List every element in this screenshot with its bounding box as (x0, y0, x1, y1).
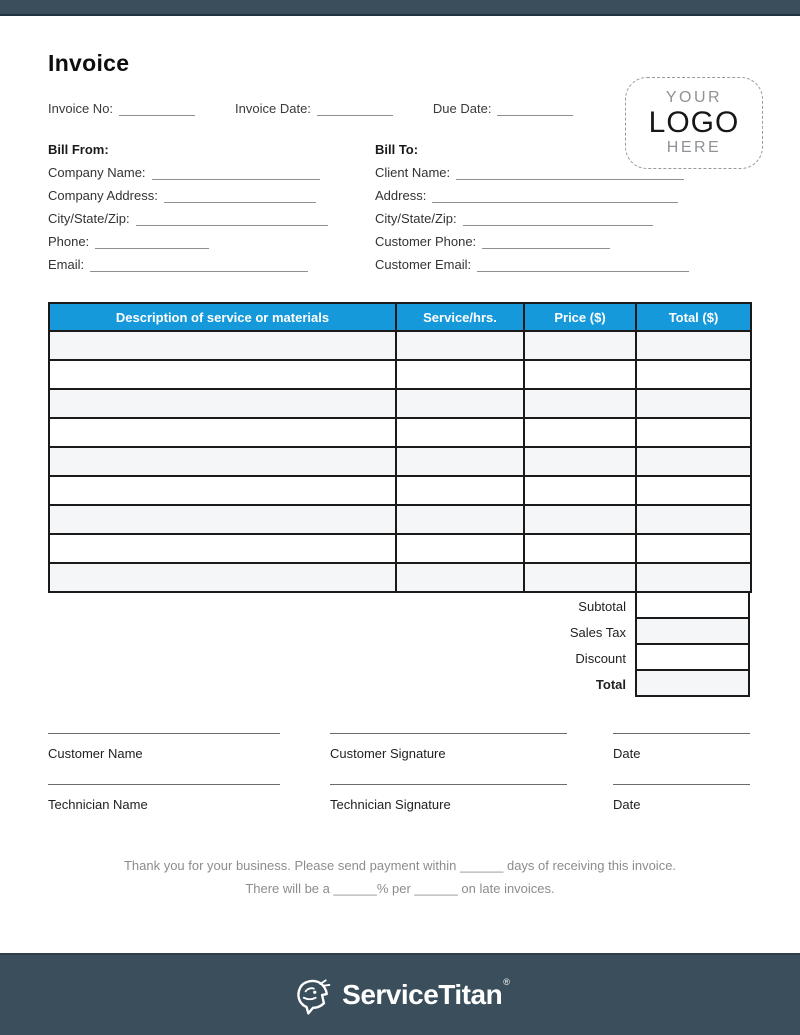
line-item-cell (636, 534, 751, 563)
email-label: Email: (48, 257, 85, 272)
line-item-cell (636, 505, 751, 534)
servicetitan-wordmark: ServiceTitan (342, 979, 503, 1010)
line-item-row (49, 360, 751, 389)
service-hrs-column-header: Service/hrs. (396, 303, 524, 331)
due-date-field (433, 101, 574, 116)
registered-trademark-symbol: ® (503, 977, 510, 987)
address-blank-line (432, 190, 678, 203)
line-item-cell (524, 563, 636, 592)
customer-phone-field (375, 235, 752, 249)
line-item-cell (396, 534, 524, 563)
line-item-cell (524, 476, 636, 505)
technician-signature-block (330, 784, 567, 812)
servicetitan-titan-head-icon (290, 973, 334, 1017)
email-blank-line (90, 259, 308, 272)
discount-value-box (635, 643, 750, 671)
logo-placeholder-line1: YOUR (665, 89, 723, 107)
bill-from-citystatezip-blank-line (136, 213, 328, 226)
total-row (48, 671, 750, 697)
company-address-label: Company Address: (48, 188, 158, 203)
invoice-no-blank-line (119, 103, 195, 116)
line-item-cell (524, 447, 636, 476)
line-item-cell (636, 476, 751, 505)
line-item-cell (636, 360, 751, 389)
bill-to-heading: Bill To: (375, 142, 419, 157)
customer-signature-block (330, 733, 567, 761)
technician-name-caption: Technician Name (48, 797, 148, 812)
line-items-table (48, 302, 752, 593)
line-item-cell (396, 418, 524, 447)
customer-date-block (613, 733, 750, 761)
line-item-row (49, 505, 751, 534)
address-field (375, 189, 752, 203)
late-fee-line: There will be a ______% per ______ on late invoices. (245, 881, 555, 896)
bill-from-citystatezip-field (48, 212, 375, 226)
invoice-no-field (48, 101, 195, 116)
customer-date-caption: Date (613, 746, 641, 761)
invoice-date-blank-line (317, 103, 393, 116)
line-item-cell (636, 331, 751, 360)
bill-to-citystatezip-label: City/State/Zip: (375, 211, 457, 226)
line-item-cell (396, 563, 524, 592)
line-item-cell (49, 360, 396, 389)
signature-row-customer (48, 733, 752, 761)
company-name-blank-line (152, 167, 320, 180)
line-item-cell (49, 505, 396, 534)
servicetitan-logo (290, 973, 510, 1017)
due-date-label: Due Date: (432, 101, 492, 116)
due-date-blank-line (497, 103, 573, 116)
line-item-cell (49, 534, 396, 563)
page-content (0, 50, 800, 900)
line-item-cell (49, 447, 396, 476)
line-item-cell (396, 331, 524, 360)
technician-date-line (613, 784, 750, 785)
discount-row (48, 645, 750, 671)
customer-name-line (48, 733, 280, 734)
bill-from-section (48, 142, 375, 272)
technician-name-line (48, 784, 280, 785)
total-column-header: Total ($) (636, 303, 751, 331)
customer-name-caption: Customer Name (48, 746, 143, 761)
discount-label: Discount (575, 650, 626, 666)
customer-signature-caption: Customer Signature (330, 746, 446, 761)
technician-signature-line (330, 784, 567, 785)
company-name-field (48, 166, 375, 180)
line-item-cell (49, 476, 396, 505)
sales-tax-row (48, 619, 750, 645)
technician-date-caption: Date (613, 797, 641, 812)
technician-signature-caption: Technician Signature (330, 797, 451, 812)
invoice-date-field (235, 101, 393, 116)
line-item-cell (396, 476, 524, 505)
bill-to-citystatezip-field (375, 212, 752, 226)
line-item-cell (636, 389, 751, 418)
line-item-cell (49, 563, 396, 592)
line-item-row (49, 418, 751, 447)
customer-email-blank-line (477, 259, 689, 272)
invoice-date-label: Invoice Date: (235, 101, 311, 116)
customer-phone-blank-line (482, 236, 610, 249)
subtotal-row (48, 593, 750, 619)
line-item-cell (49, 331, 396, 360)
line-item-cell (636, 447, 751, 476)
line-item-cell (636, 418, 751, 447)
page-title: Invoice (48, 50, 130, 76)
line-item-cell (396, 505, 524, 534)
line-item-cell (524, 418, 636, 447)
logo-placeholder-line2: LOGO (648, 106, 740, 140)
phone-label: Phone: (48, 234, 90, 249)
customer-email-field (375, 258, 752, 272)
customer-email-label: Customer Email: (375, 257, 472, 272)
customer-signature-line (330, 733, 567, 734)
payment-terms-line: Thank you for your business. Please send payment within ______ days of receiving this invoice. (123, 858, 677, 873)
line-item-row (49, 563, 751, 592)
address-label: Address: (375, 188, 427, 203)
total-value-box (635, 669, 750, 697)
line-item-cell (396, 389, 524, 418)
logo-placeholder-line3: HERE (666, 138, 722, 156)
line-item-row (49, 447, 751, 476)
company-address-field (48, 189, 375, 203)
line-item-cell (524, 331, 636, 360)
phone-field (48, 235, 375, 249)
line-item-row (49, 389, 751, 418)
line-item-row (49, 534, 751, 563)
line-item-row (49, 476, 751, 505)
sales-tax-label: Sales Tax (569, 624, 626, 640)
customer-date-line (613, 733, 750, 734)
company-name-label: Company Name: (48, 165, 146, 180)
totals-section (48, 593, 750, 697)
customer-name-signature-block (48, 733, 280, 761)
technician-date-block (613, 784, 750, 812)
top-accent-bar (0, 0, 800, 16)
invoice-no-label: Invoice No: (48, 101, 114, 116)
line-item-cell (49, 389, 396, 418)
line-item-cell (524, 389, 636, 418)
subtotal-value-box (635, 591, 750, 619)
bill-from-heading: Bill From: (48, 142, 109, 157)
line-items-body (49, 331, 751, 592)
description-column-header: Description of service or materials (49, 303, 396, 331)
company-address-blank-line (164, 190, 316, 203)
line-item-row (49, 331, 751, 360)
line-item-cell (396, 360, 524, 389)
bill-to-citystatezip-blank-line (463, 213, 653, 226)
client-name-label: Client Name: (375, 165, 451, 180)
signature-row-technician (48, 784, 752, 812)
line-item-cell (524, 360, 636, 389)
phone-blank-line (95, 236, 209, 249)
technician-name-signature-block (48, 784, 280, 812)
sales-tax-value-box (635, 617, 750, 645)
line-item-cell (524, 534, 636, 563)
price-column-header: Price ($) (524, 303, 636, 331)
email-field (48, 258, 375, 272)
logo-placeholder (625, 77, 763, 169)
line-items-header-row (49, 303, 751, 331)
bill-from-citystatezip-label: City/State/Zip: (48, 211, 130, 226)
total-label: Total (595, 676, 626, 692)
line-item-cell (636, 563, 751, 592)
line-item-cell (49, 418, 396, 447)
customer-phone-label: Customer Phone: (375, 234, 477, 249)
thank-you-note (48, 854, 752, 900)
bottom-brand-bar (0, 953, 800, 1035)
line-item-cell (524, 505, 636, 534)
subtotal-label: Subtotal (578, 598, 626, 614)
line-item-cell (396, 447, 524, 476)
